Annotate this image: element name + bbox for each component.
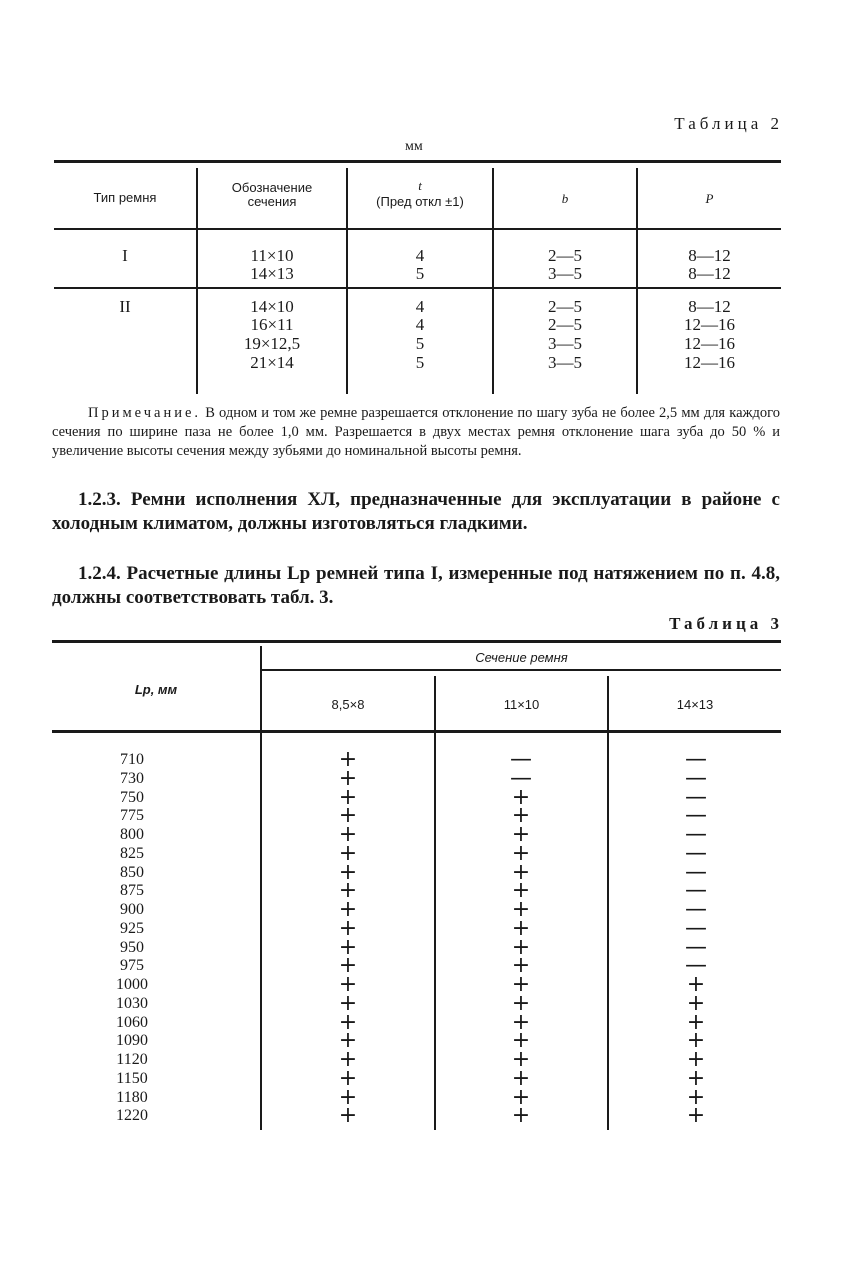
available-mark: + xyxy=(686,1028,706,1054)
table-row xyxy=(0,840,845,866)
group-II-p-3: 12—16 xyxy=(684,334,735,353)
table3-top-rule xyxy=(52,640,781,643)
available-mark: + xyxy=(338,915,358,941)
unavailable-mark: — xyxy=(685,953,707,979)
available-mark: + xyxy=(338,1009,358,1035)
table3-col-2: 11×10 xyxy=(503,697,540,712)
table-row xyxy=(0,972,845,997)
table-row xyxy=(0,1065,845,1091)
lp-value: 750 xyxy=(120,788,144,806)
unavailable-mark: — xyxy=(510,747,532,772)
available-mark: + xyxy=(511,972,531,997)
table-row xyxy=(0,953,845,979)
available-mark: + xyxy=(511,1084,531,1110)
group-II-t-1: 4 xyxy=(415,297,425,316)
unavailable-mark: — xyxy=(685,822,707,847)
available-mark: + xyxy=(338,953,358,979)
table2-group-rule xyxy=(54,287,781,289)
available-mark: + xyxy=(338,1047,358,1072)
available-mark: + xyxy=(338,765,358,791)
group-II-section-4: 21×14 xyxy=(250,353,294,372)
table3-group-header: Сечение ремня xyxy=(475,650,568,665)
unavailable-mark: — xyxy=(685,765,707,791)
available-mark: + xyxy=(338,859,358,885)
available-mark: + xyxy=(511,953,531,979)
available-mark: + xyxy=(511,822,531,847)
group-I-section-1: 11×10 xyxy=(250,246,294,265)
lp-value: 1220 xyxy=(116,1107,148,1125)
note-text: В одном и том же ремне разрешается отклонение по шагу зуба не более 2,5 мм для каждого сечения по ширине паза не более 1,0 мм. Разрешается в двух местах ремня отклонение шага зуба до 50 % и увеличение высоты сечения между зубьями до номинальной высоты ремня. xyxy=(52,405,780,459)
group-II-section-2: 16×11 xyxy=(250,315,294,334)
unavailable-mark: — xyxy=(685,934,707,960)
group-I-b-2: 3—5 xyxy=(548,264,582,283)
available-mark: + xyxy=(338,1065,358,1091)
lp-value: 710 xyxy=(120,751,144,768)
available-mark: + xyxy=(511,1028,531,1054)
unavailable-mark: — xyxy=(685,915,707,941)
unavailable-mark: — xyxy=(685,784,707,810)
unavailable-mark: — xyxy=(685,878,707,904)
unavailable-mark: — xyxy=(685,803,707,829)
available-mark: + xyxy=(338,822,358,847)
available-mark: + xyxy=(511,859,531,885)
available-mark: + xyxy=(511,1047,531,1072)
table-row xyxy=(0,897,845,922)
available-mark: + xyxy=(338,990,358,1016)
table-row xyxy=(0,990,845,1016)
group-I-section-2: 14×13 xyxy=(250,264,294,283)
note-lead: Примечание. xyxy=(88,405,202,421)
available-mark: + xyxy=(511,1065,531,1091)
table-row xyxy=(0,747,845,772)
table3-header-rule xyxy=(52,730,781,733)
available-mark: + xyxy=(338,878,358,904)
group-II-section-1: 14×10 xyxy=(250,297,294,316)
header-section-1: Обозначение xyxy=(231,180,313,195)
lp-value: 850 xyxy=(120,863,144,881)
paragraph-1-2-3: 1.2.3. Ремни исполнения ХЛ, предназначенные для эксплуатации в районе с холодным климатом, должны изготовляться гладкими. xyxy=(52,489,780,534)
group-II-b-3: 3—5 xyxy=(548,334,582,353)
lp-value: 925 xyxy=(120,919,144,937)
table-row xyxy=(0,765,845,791)
available-mark: + xyxy=(686,1009,706,1035)
lp-value: 975 xyxy=(120,957,144,975)
group-II-b-2: 2—5 xyxy=(548,315,582,334)
group-II-section-3: 19×12,5 xyxy=(243,334,301,353)
unavailable-mark: — xyxy=(685,747,707,772)
available-mark: + xyxy=(338,840,358,866)
table3-col-1: 8,5×8 xyxy=(331,697,365,712)
group-II-p-1: 8—12 xyxy=(688,297,731,316)
available-mark: + xyxy=(686,990,706,1016)
available-mark: + xyxy=(686,1084,706,1110)
group-II-t-2: 4 xyxy=(415,315,425,334)
available-mark: + xyxy=(338,934,358,960)
available-mark: + xyxy=(511,1103,531,1129)
table-row xyxy=(0,878,845,904)
table3-row-header: Lр, мм xyxy=(134,682,178,697)
header-belt-type: Тип ремня xyxy=(93,190,157,205)
header-t-note: (Пред откл ±1) xyxy=(376,194,464,209)
available-mark: + xyxy=(511,934,531,960)
lp-value: 950 xyxy=(120,938,144,956)
header-p: P xyxy=(705,191,714,206)
group-I-p-2: 8—12 xyxy=(688,264,731,283)
group-II-p-2: 12—16 xyxy=(684,315,735,334)
table3-group-rule xyxy=(262,669,781,671)
table2-unit: мм xyxy=(405,139,423,154)
table2-header-rule xyxy=(54,228,781,230)
available-mark: + xyxy=(338,784,358,810)
lp-value: 1030 xyxy=(116,994,148,1012)
table-row xyxy=(0,803,845,829)
available-mark: + xyxy=(338,747,358,772)
table-row xyxy=(0,1047,845,1072)
group-I-b-1: 2—5 xyxy=(548,246,582,265)
lp-value: 900 xyxy=(120,901,144,918)
table-row xyxy=(0,859,845,885)
available-mark: + xyxy=(686,972,706,997)
group-II-b-4: 3—5 xyxy=(548,353,582,372)
table2-note xyxy=(52,404,780,461)
table3-caption: Таблица 3 xyxy=(669,614,783,633)
available-mark: + xyxy=(338,972,358,997)
lp-value: 730 xyxy=(120,769,144,787)
lp-value: 875 xyxy=(120,882,144,900)
lp-value: 775 xyxy=(120,807,144,825)
available-mark: + xyxy=(338,803,358,829)
group-I-t-1: 4 xyxy=(415,246,425,265)
available-mark: + xyxy=(338,1084,358,1110)
unavailable-mark: — xyxy=(685,859,707,885)
available-mark: + xyxy=(511,803,531,829)
paragraph-1-2-4: 1.2.4. Расчетные длины Lр ремней типа I, измеренные под натяжением по п. 4.8, должны соответствовать табл. 3. xyxy=(52,563,780,608)
unavailable-mark: — xyxy=(685,897,707,922)
lp-value: 1090 xyxy=(116,1032,148,1050)
table-row xyxy=(0,1084,845,1110)
table-row xyxy=(0,784,845,810)
available-mark: + xyxy=(511,878,531,904)
table-row xyxy=(0,1009,845,1035)
lp-value: 1150 xyxy=(116,1069,148,1087)
table-row xyxy=(0,934,845,960)
lp-value: 1000 xyxy=(116,976,148,993)
header-section-2: сечения xyxy=(247,194,297,209)
header-b: b xyxy=(561,191,569,206)
available-mark: + xyxy=(511,915,531,941)
unavailable-mark: — xyxy=(685,840,707,866)
group-I-type: I xyxy=(122,246,128,265)
group-II-t-4: 5 xyxy=(415,353,425,372)
available-mark: + xyxy=(686,1103,706,1129)
available-mark: + xyxy=(511,990,531,1016)
lp-value: 1180 xyxy=(116,1088,148,1106)
group-II-type: II xyxy=(119,297,131,316)
group-II-p-4: 12—16 xyxy=(684,353,735,372)
table2-top-rule xyxy=(54,160,781,163)
header-t: t xyxy=(418,178,422,193)
lp-value: 800 xyxy=(120,826,144,843)
available-mark: + xyxy=(338,1028,358,1054)
table-row xyxy=(0,822,845,847)
available-mark: + xyxy=(338,897,358,922)
available-mark: + xyxy=(338,1103,358,1129)
available-mark: + xyxy=(511,897,531,922)
lp-value: 1060 xyxy=(116,1013,148,1031)
group-II-b-1: 2—5 xyxy=(548,297,582,316)
group-I-p-1: 8—12 xyxy=(688,246,731,265)
group-II-t-3: 5 xyxy=(415,334,425,353)
unavailable-mark: — xyxy=(510,765,532,791)
table2-caption: Таблица 2 xyxy=(674,114,783,133)
available-mark: + xyxy=(686,1047,706,1072)
table-row xyxy=(0,1028,845,1054)
table3-col-3: 14×13 xyxy=(676,697,714,712)
available-mark: + xyxy=(511,840,531,866)
lp-value: 1120 xyxy=(116,1051,148,1068)
available-mark: + xyxy=(511,1009,531,1035)
table-row xyxy=(0,1103,845,1129)
table-row xyxy=(0,915,845,941)
available-mark: + xyxy=(511,784,531,810)
available-mark: + xyxy=(686,1065,706,1091)
lp-value: 825 xyxy=(120,844,144,862)
group-I-t-2: 5 xyxy=(415,264,425,283)
